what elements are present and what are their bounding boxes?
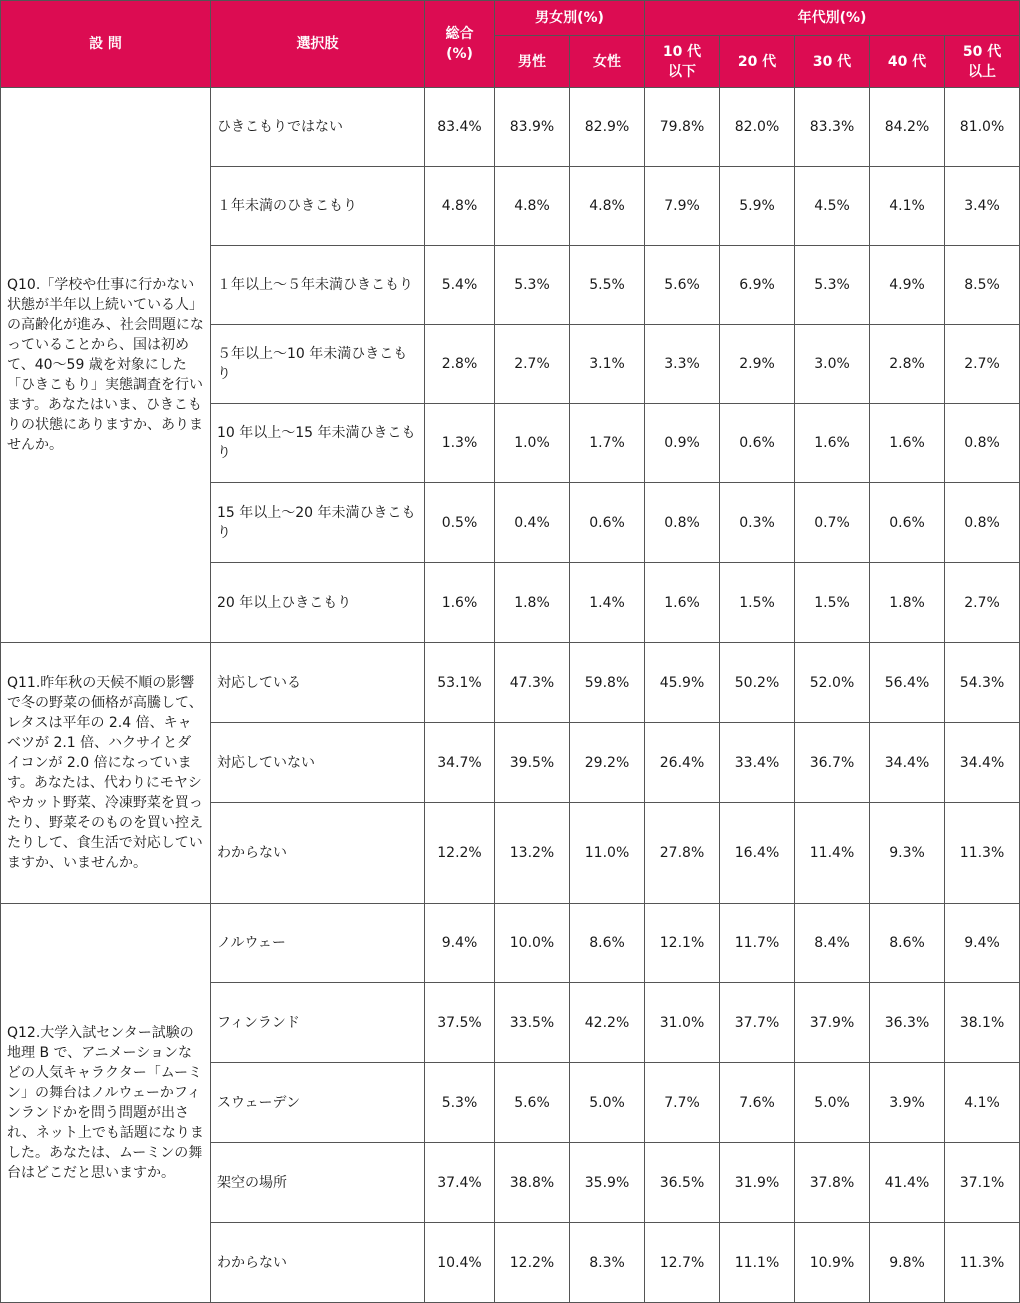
value-a10: 79.8% bbox=[645, 88, 720, 167]
value-a30: 37.8% bbox=[795, 1143, 870, 1223]
choice-label: １年未満のひきこもり bbox=[211, 167, 425, 246]
value-a40: 36.3% bbox=[870, 983, 945, 1063]
value-a40: 56.4% bbox=[870, 643, 945, 723]
header-total: 総合 (%) bbox=[425, 1, 495, 88]
choice-label: 15 年以上～20 年未満ひきこもり bbox=[211, 483, 425, 563]
header-female: 女性 bbox=[570, 36, 645, 88]
value-a20: 5.9% bbox=[720, 167, 795, 246]
value-a30: 4.5% bbox=[795, 167, 870, 246]
choice-label: スウェーデン bbox=[211, 1063, 425, 1143]
value-total: 4.8% bbox=[425, 167, 495, 246]
value-total: 5.4% bbox=[425, 246, 495, 325]
value-a20: 33.4% bbox=[720, 723, 795, 803]
value-a50: 3.4% bbox=[945, 167, 1020, 246]
value-a40: 34.4% bbox=[870, 723, 945, 803]
choice-label: 架空の場所 bbox=[211, 1143, 425, 1223]
header-gender-group: 男女別(%) bbox=[495, 1, 645, 36]
header-age-50: 50 代 以上 bbox=[945, 36, 1020, 88]
value-a20: 11.1% bbox=[720, 1223, 795, 1303]
value-total: 5.3% bbox=[425, 1063, 495, 1143]
value-a20: 16.4% bbox=[720, 803, 795, 904]
question-text: Q11.昨年秋の天候不順の影響で冬の野菜の価格が高騰して、レタスは平年の 2.4 倍、キャベツが 2.1 倍、ハクサイとダイコンが 2.0 倍になっています。あなたは、代わりにモヤシやカット野菜、冷凍野菜を買ったり、野菜そのものを買い控えたりして、食生活で対応していますか、いませんか。 bbox=[1, 643, 211, 904]
value-a30: 1.6% bbox=[795, 404, 870, 483]
value-a40: 4.9% bbox=[870, 246, 945, 325]
value-a20: 82.0% bbox=[720, 88, 795, 167]
value-a40: 84.2% bbox=[870, 88, 945, 167]
value-a40: 0.6% bbox=[870, 483, 945, 563]
value-female: 3.1% bbox=[570, 325, 645, 404]
value-a50: 8.5% bbox=[945, 246, 1020, 325]
value-a30: 0.7% bbox=[795, 483, 870, 563]
value-total: 10.4% bbox=[425, 1223, 495, 1303]
choice-label: 対応している bbox=[211, 643, 425, 723]
value-total: 1.6% bbox=[425, 563, 495, 643]
choice-label: ノルウェー bbox=[211, 904, 425, 983]
value-female: 0.6% bbox=[570, 483, 645, 563]
choice-label: フィンランド bbox=[211, 983, 425, 1063]
value-total: 2.8% bbox=[425, 325, 495, 404]
value-a20: 2.9% bbox=[720, 325, 795, 404]
value-female: 4.8% bbox=[570, 167, 645, 246]
value-female: 59.8% bbox=[570, 643, 645, 723]
value-a10: 45.9% bbox=[645, 643, 720, 723]
value-male: 13.2% bbox=[495, 803, 570, 904]
value-male: 1.0% bbox=[495, 404, 570, 483]
value-a20: 7.6% bbox=[720, 1063, 795, 1143]
value-a50: 11.3% bbox=[945, 803, 1020, 904]
value-a40: 2.8% bbox=[870, 325, 945, 404]
value-a10: 26.4% bbox=[645, 723, 720, 803]
value-a40: 1.6% bbox=[870, 404, 945, 483]
value-female: 8.6% bbox=[570, 904, 645, 983]
value-male: 5.6% bbox=[495, 1063, 570, 1143]
value-a50: 4.1% bbox=[945, 1063, 1020, 1143]
value-female: 42.2% bbox=[570, 983, 645, 1063]
value-a50: 81.0% bbox=[945, 88, 1020, 167]
value-a50: 0.8% bbox=[945, 483, 1020, 563]
choice-label: ひきこもりではない bbox=[211, 88, 425, 167]
value-a30: 37.9% bbox=[795, 983, 870, 1063]
choice-label: 10 年以上～15 年未満ひきこもり bbox=[211, 404, 425, 483]
value-a20: 50.2% bbox=[720, 643, 795, 723]
value-a30: 52.0% bbox=[795, 643, 870, 723]
value-male: 0.4% bbox=[495, 483, 570, 563]
value-a40: 9.8% bbox=[870, 1223, 945, 1303]
value-male: 39.5% bbox=[495, 723, 570, 803]
value-male: 12.2% bbox=[495, 1223, 570, 1303]
value-a50: 37.1% bbox=[945, 1143, 1020, 1223]
value-a50: 0.8% bbox=[945, 404, 1020, 483]
value-a30: 36.7% bbox=[795, 723, 870, 803]
value-a50: 11.3% bbox=[945, 1223, 1020, 1303]
value-a50: 9.4% bbox=[945, 904, 1020, 983]
value-female: 8.3% bbox=[570, 1223, 645, 1303]
value-a10: 12.7% bbox=[645, 1223, 720, 1303]
value-a40: 41.4% bbox=[870, 1143, 945, 1223]
value-a40: 9.3% bbox=[870, 803, 945, 904]
value-female: 5.5% bbox=[570, 246, 645, 325]
choice-label: ５年以上～10 年未満ひきこもり bbox=[211, 325, 425, 404]
value-total: 37.5% bbox=[425, 983, 495, 1063]
value-a10: 0.9% bbox=[645, 404, 720, 483]
table-row bbox=[1, 904, 1020, 983]
value-a20: 0.3% bbox=[720, 483, 795, 563]
value-female: 29.2% bbox=[570, 723, 645, 803]
value-a10: 3.3% bbox=[645, 325, 720, 404]
choice-label: わからない bbox=[211, 1223, 425, 1303]
value-female: 1.7% bbox=[570, 404, 645, 483]
value-a10: 7.9% bbox=[645, 167, 720, 246]
value-a10: 31.0% bbox=[645, 983, 720, 1063]
value-male: 33.5% bbox=[495, 983, 570, 1063]
value-male: 5.3% bbox=[495, 246, 570, 325]
value-total: 83.4% bbox=[425, 88, 495, 167]
value-a30: 3.0% bbox=[795, 325, 870, 404]
header-age-20: 20 代 bbox=[720, 36, 795, 88]
choice-label: 20 年以上ひきこもり bbox=[211, 563, 425, 643]
value-a20: 37.7% bbox=[720, 983, 795, 1063]
value-male: 10.0% bbox=[495, 904, 570, 983]
value-total: 9.4% bbox=[425, 904, 495, 983]
value-a50: 54.3% bbox=[945, 643, 1020, 723]
value-a40: 1.8% bbox=[870, 563, 945, 643]
value-a10: 1.6% bbox=[645, 563, 720, 643]
value-a40: 8.6% bbox=[870, 904, 945, 983]
value-a10: 27.8% bbox=[645, 803, 720, 904]
header-age-10: 10 代 以下 bbox=[645, 36, 720, 88]
value-total: 53.1% bbox=[425, 643, 495, 723]
value-a20: 1.5% bbox=[720, 563, 795, 643]
choice-label: わからない bbox=[211, 803, 425, 904]
value-female: 35.9% bbox=[570, 1143, 645, 1223]
header-age-40: 40 代 bbox=[870, 36, 945, 88]
value-male: 47.3% bbox=[495, 643, 570, 723]
header-choice: 選択肢 bbox=[211, 1, 425, 88]
value-a10: 0.8% bbox=[645, 483, 720, 563]
value-male: 38.8% bbox=[495, 1143, 570, 1223]
value-a10: 7.7% bbox=[645, 1063, 720, 1143]
value-male: 1.8% bbox=[495, 563, 570, 643]
value-a30: 11.4% bbox=[795, 803, 870, 904]
value-a20: 11.7% bbox=[720, 904, 795, 983]
value-a30: 5.3% bbox=[795, 246, 870, 325]
value-a20: 31.9% bbox=[720, 1143, 795, 1223]
value-a30: 10.9% bbox=[795, 1223, 870, 1303]
value-a20: 0.6% bbox=[720, 404, 795, 483]
table-row bbox=[1, 88, 1020, 167]
value-a40: 3.9% bbox=[870, 1063, 945, 1143]
header-age-30: 30 代 bbox=[795, 36, 870, 88]
value-female: 82.9% bbox=[570, 88, 645, 167]
header-male: 男性 bbox=[495, 36, 570, 88]
value-total: 1.3% bbox=[425, 404, 495, 483]
value-female: 11.0% bbox=[570, 803, 645, 904]
value-total: 34.7% bbox=[425, 723, 495, 803]
value-a10: 12.1% bbox=[645, 904, 720, 983]
value-a20: 6.9% bbox=[720, 246, 795, 325]
value-female: 5.0% bbox=[570, 1063, 645, 1143]
value-a30: 8.4% bbox=[795, 904, 870, 983]
question-text: Q10.「学校や仕事に行かない状態が半年以上続いている人」の高齢化が進み、社会問題になっていることから、国は初めて、40～59 歳を対象にした「ひきこもり」実態調査を行います。あなたはいま、ひきこもりの状態にありますか、ありませんか。 bbox=[1, 88, 211, 643]
value-total: 37.4% bbox=[425, 1143, 495, 1223]
choice-label: １年以上～５年未満ひきこもり bbox=[211, 246, 425, 325]
value-a30: 5.0% bbox=[795, 1063, 870, 1143]
value-total: 12.2% bbox=[425, 803, 495, 904]
value-a50: 38.1% bbox=[945, 983, 1020, 1063]
value-a40: 4.1% bbox=[870, 167, 945, 246]
value-male: 4.8% bbox=[495, 167, 570, 246]
table-body bbox=[1, 88, 1020, 1303]
value-a10: 36.5% bbox=[645, 1143, 720, 1223]
value-a10: 5.6% bbox=[645, 246, 720, 325]
header-question: 設 問 bbox=[1, 1, 211, 88]
value-male: 83.9% bbox=[495, 88, 570, 167]
header-age-group: 年代別(%) bbox=[645, 1, 1020, 36]
value-a50: 34.4% bbox=[945, 723, 1020, 803]
value-a30: 1.5% bbox=[795, 563, 870, 643]
value-total: 0.5% bbox=[425, 483, 495, 563]
value-a30: 83.3% bbox=[795, 88, 870, 167]
table-row bbox=[1, 643, 1020, 723]
value-a50: 2.7% bbox=[945, 563, 1020, 643]
value-male: 2.7% bbox=[495, 325, 570, 404]
value-a50: 2.7% bbox=[945, 325, 1020, 404]
choice-label: 対応していない bbox=[211, 723, 425, 803]
question-text: Q12.大学入試センター試験の地理 B で、アニメーションなどの人気キャラクター「ムーミン」の舞台はノルウェーかフィンランドかを問う問題が出され、ネット上でも話題になりました。あなたは、ムーミンの舞台はどこだと思いますか。 bbox=[1, 904, 211, 1303]
value-female: 1.4% bbox=[570, 563, 645, 643]
